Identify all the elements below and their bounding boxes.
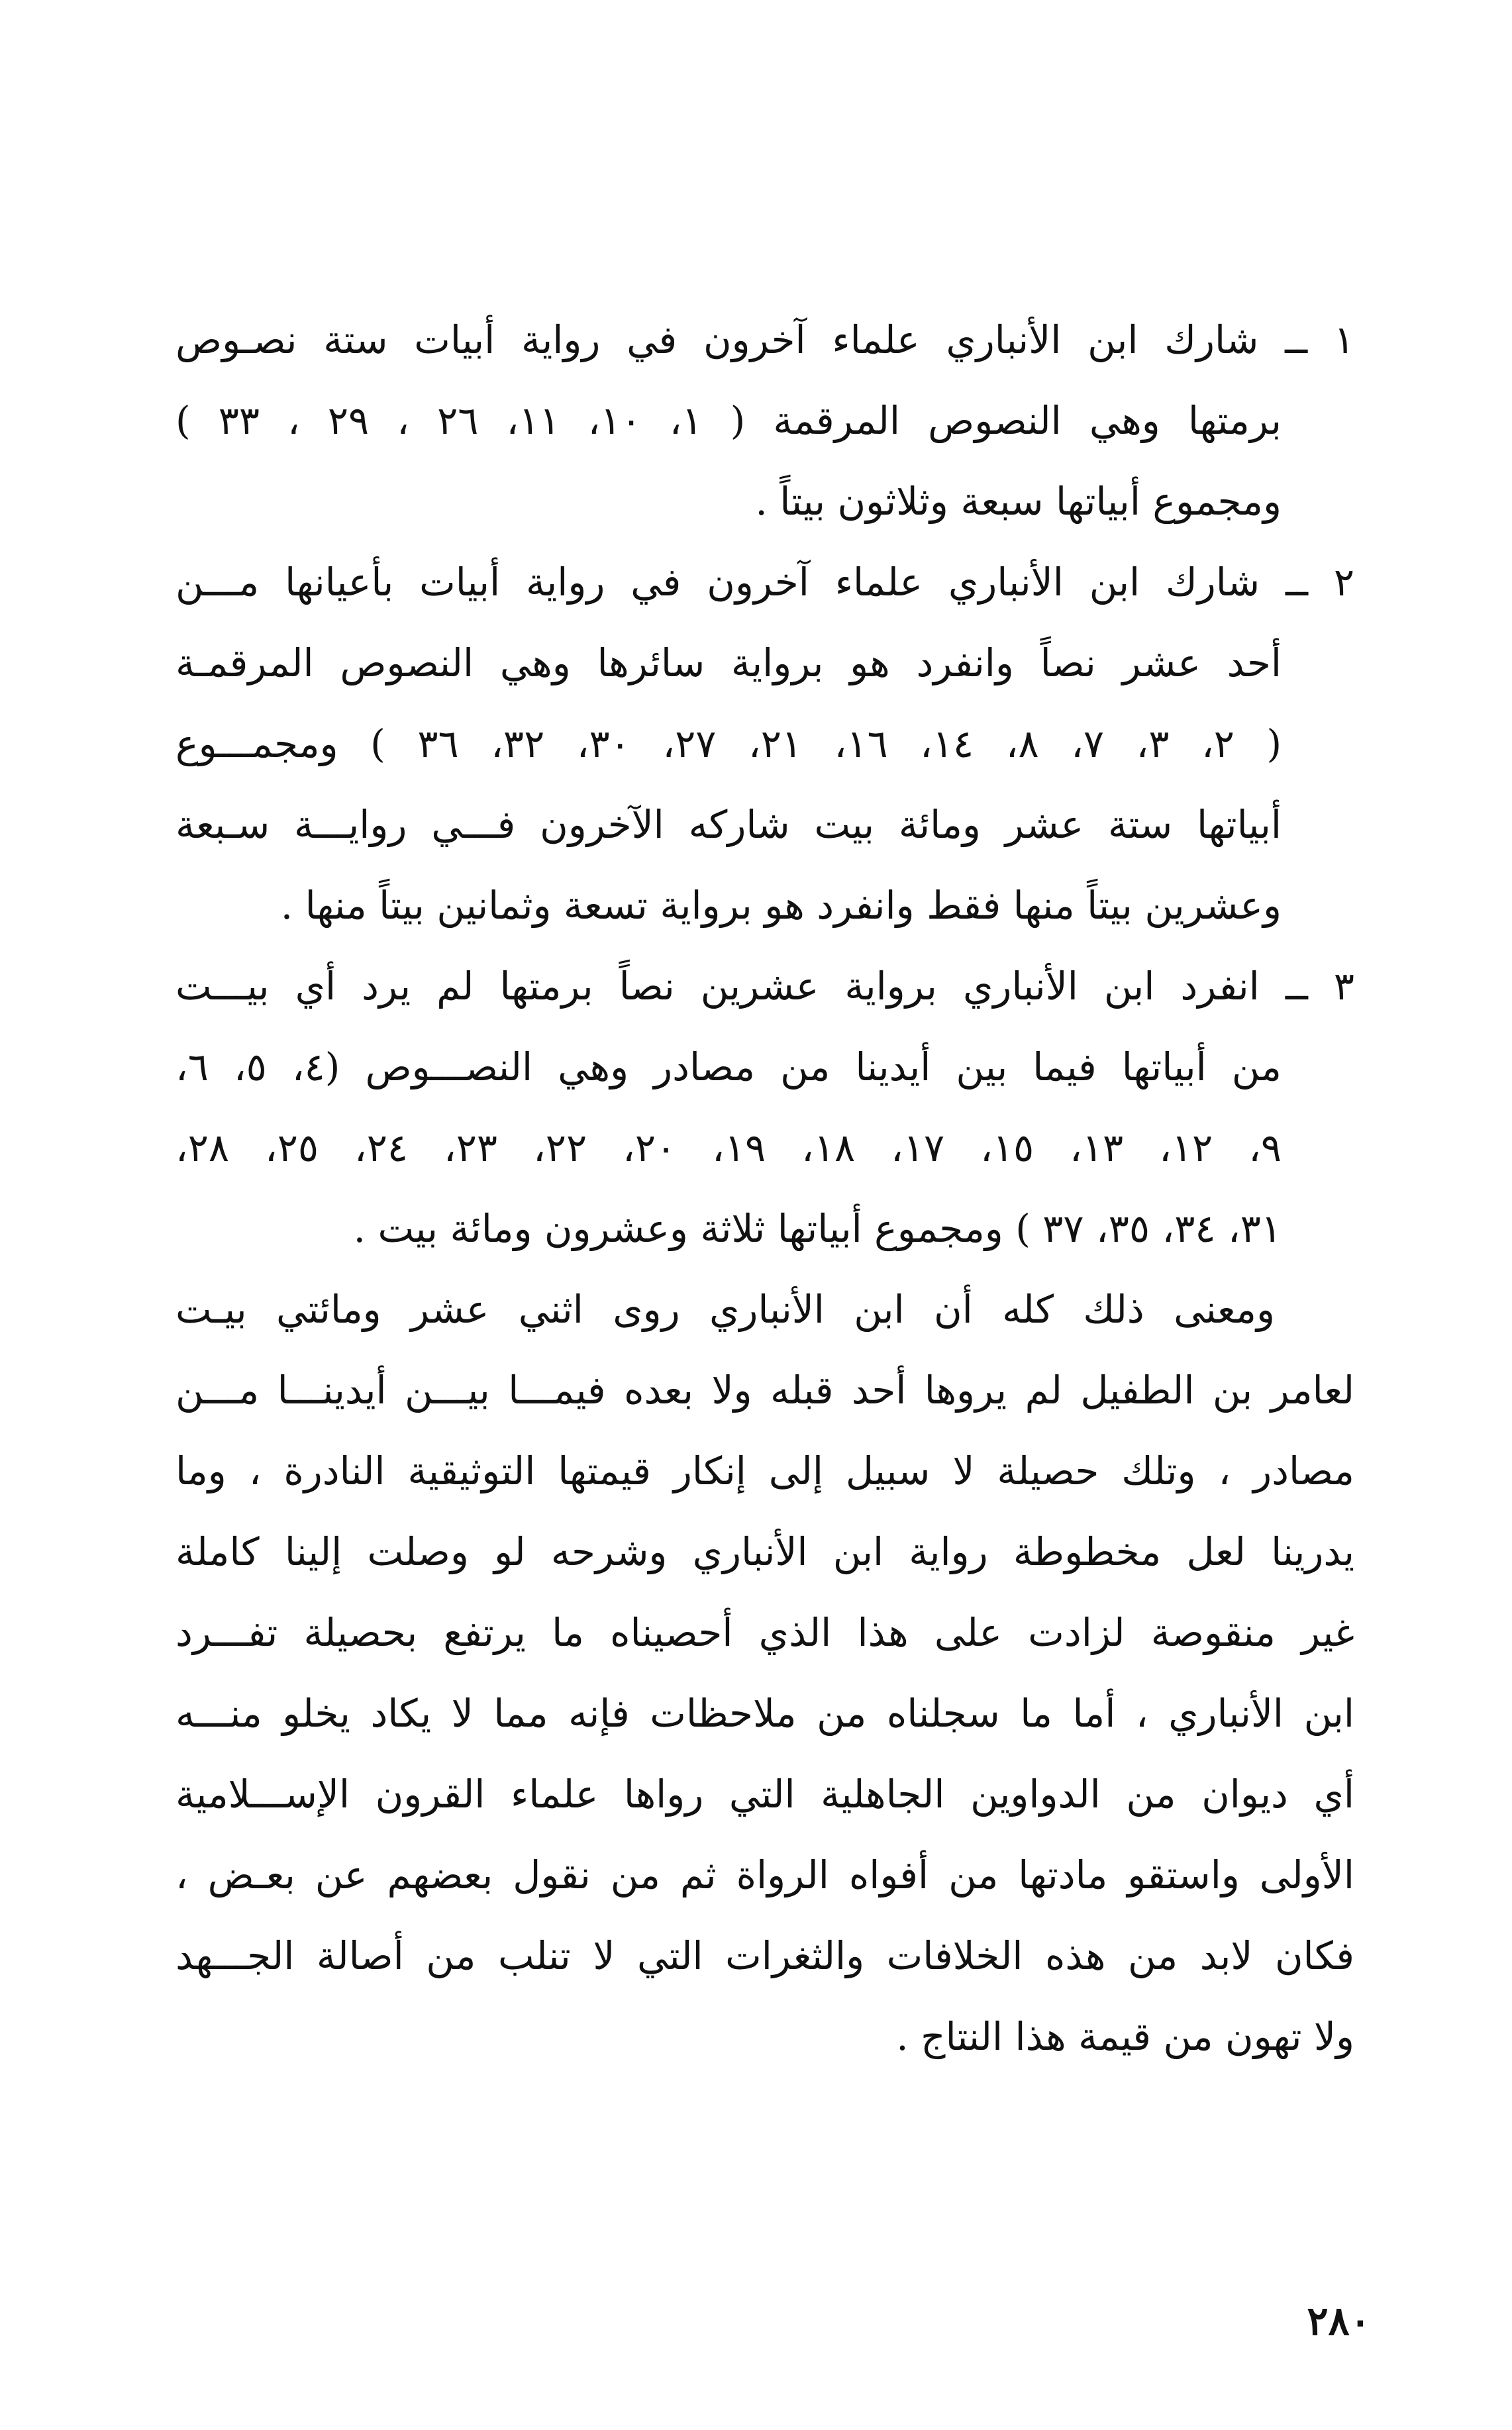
paragraph-line-5: غير منقوصة لزادت على هذا الذي أحصيناه ما يرتفع بحصيلة تفـــرد bbox=[176, 1610, 1354, 1655]
paragraph-line-3: مصادر ، وتلك حصيلة لا سبيل إلى إنكار قيمتها التوثيقية النادرة ، وما bbox=[176, 1448, 1354, 1493]
paragraph-line-4: يدرينا لعل مخطوطة رواية ابن الأنباري وشرحه لو وصلت إلينا كاملة bbox=[176, 1529, 1354, 1574]
paragraph-line-10: ولا تهون من قيمة هذا النتاج . bbox=[896, 2014, 1354, 2059]
body-text bbox=[176, 299, 1354, 2077]
paragraph-line-9: فكان لابد من هذه الخلافات والثغرات التي لا تنلب من أصالة الجـــهد bbox=[176, 1933, 1354, 1978]
item-2-line-1: ٢ ــ شارك ابن الأنباري علماء آخرون في رواية أبيات بأعيانها مـــن bbox=[176, 560, 1354, 605]
item-3-line-3: ٩، ١٢، ١٣، ١٥، ١٧، ١٨، ١٩، ٢٠، ٢٢، ٢٣، ٢٤، ٢٥، ٢٨، bbox=[176, 1125, 1282, 1170]
item-3-line-2: من أبياتها فيما بين أيدينا من مصادر وهي النصـــوص (٤، ٥، ٦، bbox=[176, 1044, 1282, 1089]
item-3-line-1: ٣ ــ انفرد ابن الأنباري برواية عشرين نصاً برمتها لم يرد أي بيـــت bbox=[176, 964, 1354, 1009]
item-1-line-2: برمتها وهي النصوص المرقمة ( ١، ١٠، ١١، ٢٦ ، ٢٩ ، ٣٣ ) bbox=[176, 398, 1282, 443]
item-2-line-4: أبياتها ستة عشر ومائة بيت شاركه الآخرون فـــي روايـــة سـبعة bbox=[176, 802, 1282, 847]
item-3-line-4: ٣١، ٣٤، ٣٥، ٣٧ ) ومجموع أبياتها ثلاثة وعشرون ومائة بيت . bbox=[353, 1206, 1282, 1251]
item-1-line-3: ومجموع أبياتها سبعة وثلاثون بيتاً . bbox=[755, 479, 1282, 524]
item-2-line-3: ( ٢، ٣، ٧، ٨، ١٤، ١٦، ٢١، ٢٧، ٣٠، ٣٢، ٣٦ ) ومجمـــوع bbox=[176, 721, 1282, 766]
item-2-line-5: وعشرين بيتاً منها فقط وانفرد هو برواية تسعة وثمانين بيتاً منها . bbox=[280, 883, 1282, 928]
paragraph-line-2: لعامر بن الطفيل لم يروها أحد قبله ولا بعده فيمـــا بيـــن أيدينـــا مـــن bbox=[176, 1368, 1354, 1413]
paragraph-line-8: الأولى واستقو مادتها من أفواه الرواة ثم من نقول بعضهم عن بعـض ، bbox=[176, 1852, 1354, 1898]
paragraph-line-6: ابن الأنباري ، أما ما سجلناه من ملاحظات فإنه مما لا يكاد يخلو منـــه bbox=[176, 1691, 1354, 1736]
page-number: ٢٨٠ bbox=[1307, 2298, 1371, 2345]
item-1-line-1: ١ ــ شارك ابن الأنباري علماء آخرون في رواية أبيات ستة نصـوص bbox=[176, 317, 1354, 362]
paragraph-line-1: ومعنى ذلك كله أن ابن الأنباري روى اثني عشر ومائتي بيـت bbox=[176, 1287, 1275, 1332]
paragraph-line-7: أي ديوان من الدواوين الجاهلية التي رواها علماء القرون الإســـلامية bbox=[176, 1772, 1354, 1817]
item-2-line-2: أحد عشر نصاً وانفرد هو برواية سائرها وهي النصوص المرقمـة bbox=[176, 640, 1282, 685]
